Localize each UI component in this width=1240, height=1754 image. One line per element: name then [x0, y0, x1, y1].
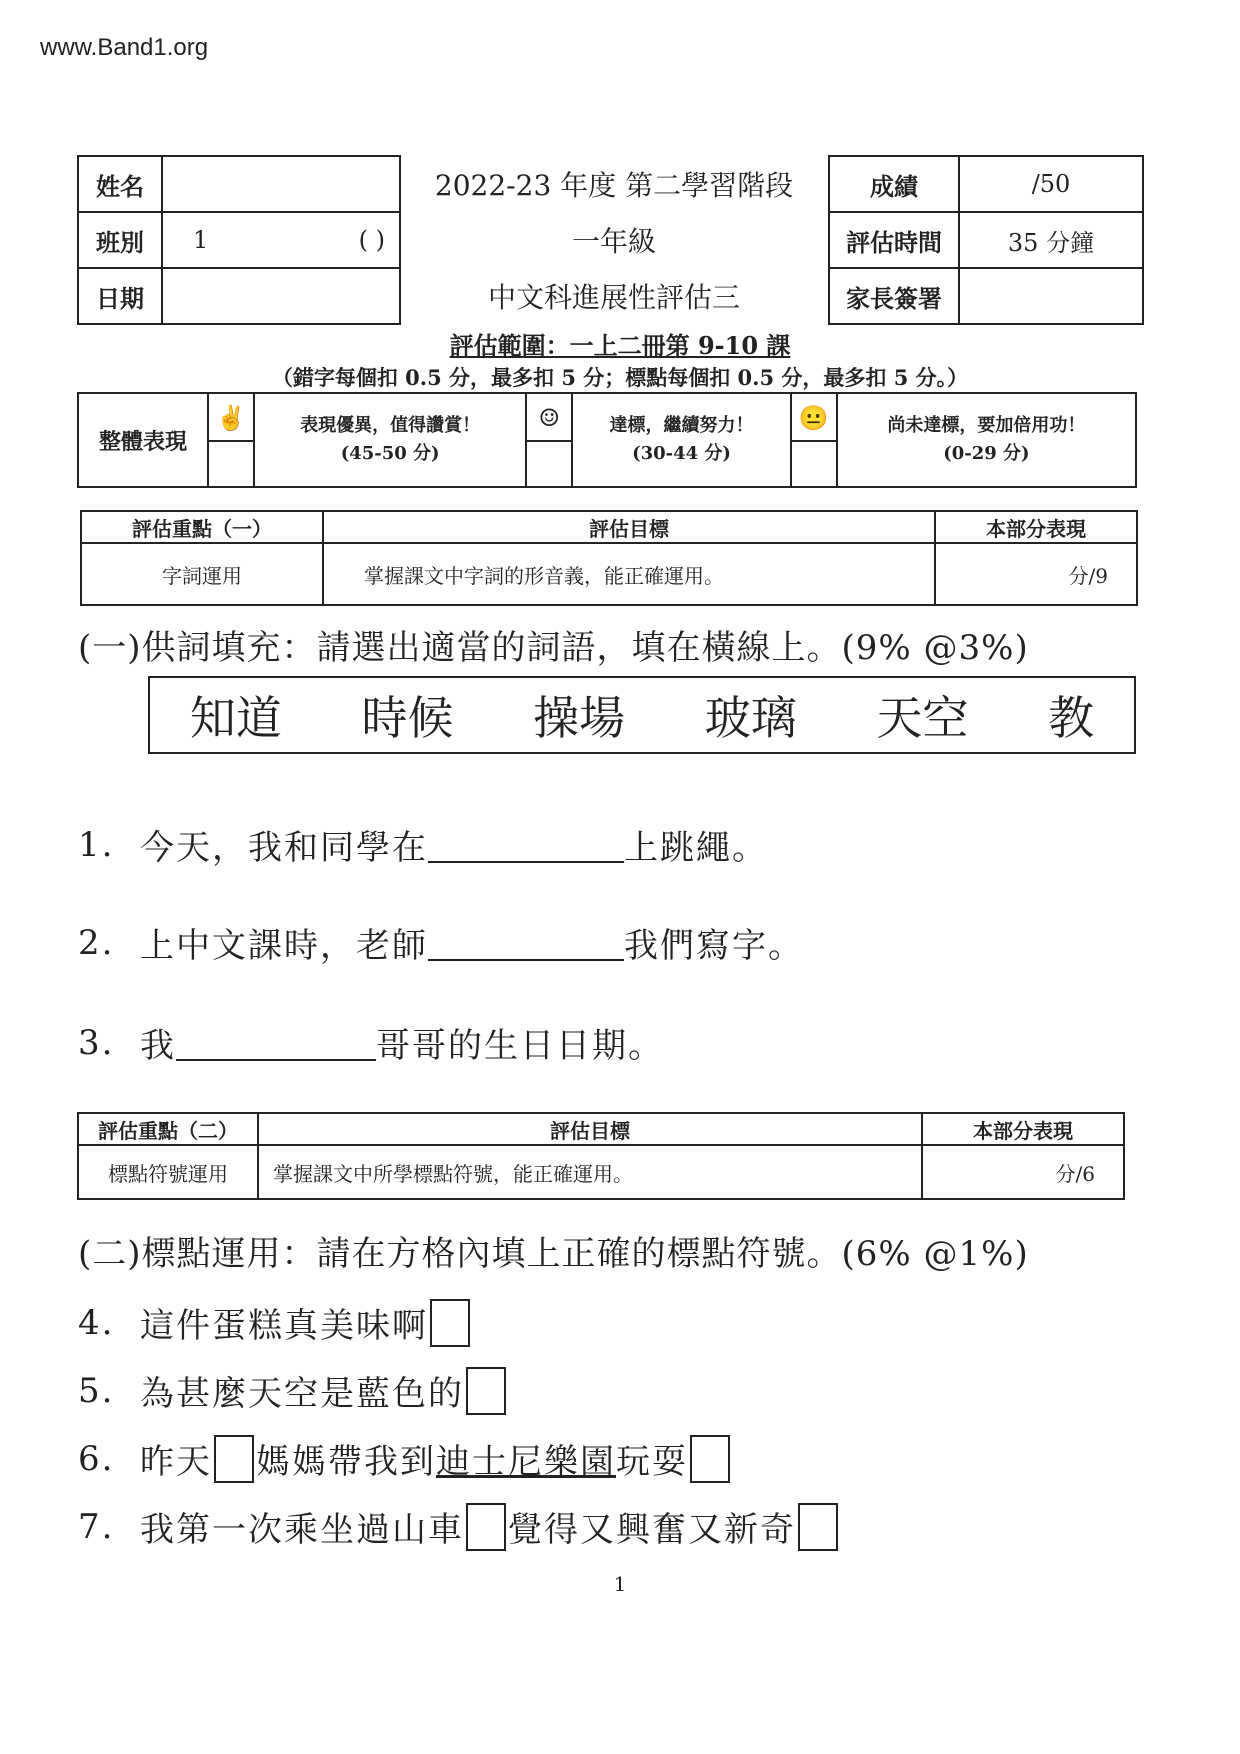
focus-table-2 [77, 1112, 1125, 1200]
punctuation-box[interactable] [690, 1435, 730, 1483]
question-number: 2. [78, 922, 115, 963]
question-text: 玩耍 [616, 1442, 688, 1482]
question-2 [78, 918, 804, 967]
focus1-header-area: 評估重點（一） [81, 511, 323, 543]
question-text: 昨天 [140, 1442, 212, 1482]
question-number: 4. [78, 1302, 115, 1343]
site-watermark: www.Band1.org [40, 34, 209, 61]
student-info-table [77, 155, 401, 325]
answer-blank-2[interactable] [428, 925, 624, 961]
answer-blank-3[interactable] [176, 1025, 376, 1061]
question-number: 1. [78, 824, 115, 865]
date-label: 日期 [78, 268, 162, 324]
assessment-scope: 評估範圍：一上二冊第 9-10 課 [449, 331, 791, 360]
score-label: 成績 [829, 156, 959, 212]
question-text: 覺得又興奮又新奇 [508, 1510, 796, 1550]
level-fail [837, 393, 1136, 487]
question-6 [78, 1434, 732, 1483]
date-field[interactable] [162, 268, 400, 324]
performance-label: 整體表現 [78, 393, 208, 487]
question-text: 我 [140, 1026, 176, 1066]
question-1 [78, 820, 768, 869]
score-value: /50 [959, 156, 1143, 212]
signature-label: 家長簽署 [829, 268, 959, 324]
level-pass-text: 達標，繼續努力！ [609, 415, 754, 436]
level-fail-text: 尚未達標，要加倍用功！ [887, 415, 1086, 436]
punctuation-box[interactable] [466, 1367, 506, 1415]
excellent-checkbox[interactable] [208, 441, 254, 487]
level-excellent-text: 表現優異，值得讚賞！ [300, 415, 481, 436]
word-bank-item: 玻璃 [704, 691, 797, 745]
question-3 [78, 1018, 664, 1067]
answer-blank-1[interactable] [428, 827, 624, 863]
level-excellent-range: (45-50 分) [340, 443, 440, 464]
question-number: 3. [78, 1022, 115, 1063]
question-text: 為甚麼天空是藍色的 [140, 1374, 464, 1414]
name-label: 姓名 [78, 156, 162, 212]
class-field[interactable] [162, 212, 400, 268]
question-text: 我第一次乘坐過山車 [140, 1510, 464, 1550]
focus1-header-score: 本部分表現 [935, 511, 1137, 543]
punctuation-box[interactable] [466, 1503, 506, 1551]
focus1-area: 字詞運用 [81, 543, 323, 605]
peace-icon: ✌ [208, 393, 254, 441]
punctuation-box[interactable] [214, 1435, 254, 1483]
focus1-header-goal: 評估目標 [323, 511, 935, 543]
focus1-goal: 掌握課文中字詞的形音義，能正確運用。 [323, 543, 935, 605]
place-name: 迪士尼樂園 [436, 1442, 616, 1482]
neutral-face-icon: 😐 [791, 393, 837, 441]
question-text: 哥哥的生日日期。 [376, 1026, 664, 1066]
word-bank-item: 知道 [189, 691, 282, 745]
focus2-header-area: 評估重點（二） [78, 1113, 258, 1145]
class-value: 1 [193, 226, 209, 254]
focus2-area: 標點符號運用 [78, 1145, 258, 1199]
focus1-score: 分/9 [935, 543, 1137, 605]
pass-checkbox[interactable] [526, 441, 572, 487]
time-label: 評估時間 [829, 212, 959, 268]
signature-field[interactable] [959, 268, 1143, 324]
title-line-grade: 一年級 [571, 225, 656, 258]
word-bank-item: 時候 [361, 691, 454, 745]
smile-icon: ☺ [526, 393, 572, 441]
class-label: 班別 [78, 212, 162, 268]
focus2-header-score: 本部分表現 [922, 1113, 1124, 1145]
section1-title: (一)供詞填充：請選出適當的詞語，填在橫線上。(9% @3%) [78, 628, 1029, 668]
score-info-table [828, 155, 1144, 325]
level-excellent [254, 393, 526, 487]
question-text: 今天，我和同學在 [140, 828, 428, 868]
word-bank [148, 676, 1136, 754]
question-text: 上中文課時，老師 [140, 926, 428, 966]
level-fail-range: (0-29 分) [943, 443, 1030, 464]
question-5 [78, 1366, 508, 1415]
focus-table-1 [80, 510, 1138, 606]
question-4 [78, 1298, 472, 1347]
section2-title: (二)標點運用：請在方格內填上正確的標點符號。(6% @1%) [78, 1234, 1029, 1274]
question-number: 7. [78, 1506, 115, 1547]
performance-table [77, 392, 1137, 488]
punctuation-box[interactable] [430, 1299, 470, 1347]
level-pass-range: (30-44 分) [632, 443, 731, 464]
question-number: 6. [78, 1438, 115, 1479]
focus2-score: 分/6 [922, 1145, 1124, 1199]
word-bank-item: 天空 [876, 691, 969, 745]
word-bank-item: 操場 [533, 691, 626, 745]
punctuation-box[interactable] [798, 1503, 838, 1551]
question-text: 媽媽帶我到 [256, 1442, 436, 1482]
question-7 [78, 1502, 840, 1551]
time-value: 35 分鐘 [959, 212, 1143, 268]
exam-title [400, 158, 828, 326]
name-field[interactable] [162, 156, 400, 212]
question-number: 5. [78, 1370, 115, 1411]
question-text: 上跳繩。 [624, 828, 768, 868]
focus2-header-goal: 評估目標 [258, 1113, 922, 1145]
class-number-paren: ( ) [358, 226, 385, 254]
focus2-goal: 掌握課文中所學標點符號，能正確運用。 [258, 1145, 922, 1199]
title-line-year: 2022-23 年度 第二學習階段 [434, 169, 794, 202]
page-number: 1 [613, 1572, 627, 1596]
deduction-note: （錯字每個扣 0.5 分，最多扣 5 分；標點每個扣 0.5 分，最多扣 5 分。） [271, 365, 969, 390]
question-text: 這件蛋糕真美味啊 [140, 1306, 428, 1346]
level-pass [572, 393, 790, 487]
fail-checkbox[interactable] [791, 441, 837, 487]
question-text: 我們寫字。 [624, 926, 804, 966]
word-bank-item: 教 [1048, 691, 1095, 745]
title-line-subject: 中文科進展性評估三 [487, 281, 740, 314]
